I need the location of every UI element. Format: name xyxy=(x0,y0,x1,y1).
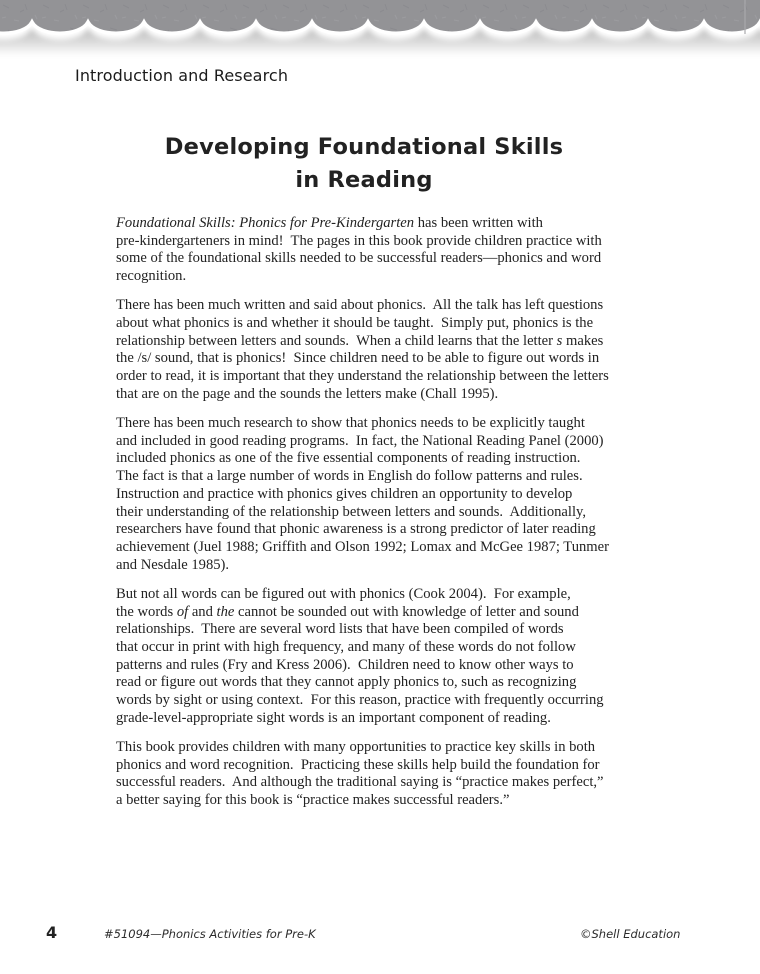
paragraph xyxy=(116,297,616,403)
text-line xyxy=(116,739,616,757)
text-line xyxy=(116,350,616,368)
italic-text: of xyxy=(176,603,189,620)
text-line xyxy=(116,433,616,451)
italic-text: Foundational Skills: Phonics for Pre-Kindergarten xyxy=(116,215,415,231)
text-line xyxy=(116,333,616,351)
text-line xyxy=(116,757,616,775)
page-title xyxy=(0,131,728,197)
text-run: But not all words can be figured out with phonics (Cook 2004). For example, xyxy=(116,585,571,602)
text-run: some of the foundational skills needed to be successful readers—phonics and word xyxy=(116,250,602,267)
text-line xyxy=(116,774,616,792)
italic-text: the xyxy=(216,603,235,620)
body-text xyxy=(116,215,616,821)
text-run: words by sight or using context. For this reason, practice with frequently occurring xyxy=(116,692,604,709)
text-line xyxy=(116,415,616,433)
text-run: relationship between letters and sounds. When a child learns that the letter xyxy=(116,332,557,349)
text-run: the words xyxy=(116,603,177,620)
text-run: relationships. There are several word lists that have been compiled of words xyxy=(116,621,564,638)
text-line xyxy=(116,692,616,710)
text-run: successful readers. And although the traditional saying is “practice makes perfect,” xyxy=(116,774,604,791)
text-line xyxy=(116,604,616,622)
paragraph xyxy=(116,215,616,286)
text-line xyxy=(116,297,616,315)
banner-seam xyxy=(744,0,746,34)
text-line xyxy=(116,539,616,557)
section-label: Introduction and Research xyxy=(75,66,289,85)
text-run: grade-level-appropriate sight words is an important component of reading. xyxy=(116,709,551,726)
paragraph xyxy=(116,586,616,728)
text-line xyxy=(116,621,616,639)
text-line xyxy=(116,215,616,233)
decorative-scalloped-banner xyxy=(0,0,760,60)
text-run: recognition. xyxy=(116,268,187,285)
text-run: This book provides children with many opportunities to practice key skills in both xyxy=(116,738,596,755)
text-run: pre-kindergarteners in mind! The pages in this book provide children practice with xyxy=(116,232,602,249)
text-run: included phonics as one of the five essential components of reading instruction. xyxy=(116,450,581,467)
text-line xyxy=(116,504,616,522)
text-line xyxy=(116,468,616,486)
text-run: There has been much written and said about phonics. All the talk has left questions xyxy=(116,297,604,314)
text-line xyxy=(116,657,616,675)
text-run: and xyxy=(188,603,217,620)
text-run: that occur in print with high frequency, and many of these words do not follow xyxy=(116,638,576,655)
page-number: 4 xyxy=(46,923,58,942)
book-id: #51094—Phonics Activities for Pre-K xyxy=(104,927,316,941)
text-run: cannot be sounded out with knowledge of letter and sound xyxy=(234,603,579,620)
title-line-2: in Reading xyxy=(295,167,433,193)
text-line xyxy=(116,710,616,728)
text-run: phonics and word recognition. Practicing these skills help build the foundation for xyxy=(116,756,600,773)
text-line xyxy=(116,586,616,604)
text-line xyxy=(116,792,616,810)
text-run: read or figure out words that they cannot apply phonics to, such as recognizing xyxy=(116,674,577,691)
italic-text: s xyxy=(556,332,563,349)
text-run: researchers have found that phonic awareness is a strong predictor of later reading xyxy=(116,521,596,538)
text-run: makes xyxy=(562,332,604,349)
scallop-border-icon xyxy=(0,0,760,60)
text-run: Instruction and practice with phonics gives children an opportunity to develop xyxy=(116,485,573,502)
text-run: about what phonics is and whether it should be taught. Simply put, phonics is the xyxy=(116,315,594,332)
text-run: order to read, it is important that they understand the relationship between the letters xyxy=(116,368,609,385)
text-line xyxy=(116,250,616,268)
text-line xyxy=(116,674,616,692)
text-line xyxy=(116,268,616,286)
text-line xyxy=(116,521,616,539)
text-line xyxy=(116,233,616,251)
text-run: that are on the page and the sounds the letters make (Chall 1995). xyxy=(116,385,499,402)
text-run: their understanding of the relationship between letters and sounds. Additionally, xyxy=(116,503,587,520)
text-run: has been written with xyxy=(414,215,543,231)
text-run: the /s/ sound, that is phonics! Since children need to be able to figure out words in xyxy=(116,350,600,367)
text-line xyxy=(116,450,616,468)
paragraph xyxy=(116,415,616,574)
text-run: patterns and rules (Fry and Kress 2006). Children need to know other ways to xyxy=(116,656,574,673)
text-run: achievement (Juel 1988; Griffith and Olson 1992; Lomax and McGee 1987; Tunmer xyxy=(116,538,609,555)
text-line xyxy=(116,557,616,575)
text-line xyxy=(116,315,616,333)
title-line-1: Developing Foundational Skills xyxy=(164,134,564,160)
text-run: a better saying for this book is “practice makes successful readers.” xyxy=(116,792,510,809)
paragraph xyxy=(116,739,616,810)
copyright: ©Shell Education xyxy=(580,927,681,941)
text-line xyxy=(116,486,616,504)
text-run: There has been much research to show that phonics needs to be explicitly taught xyxy=(116,415,585,432)
text-line xyxy=(116,386,616,404)
text-run: and included in good reading programs. In fact, the National Reading Panel (2000) xyxy=(116,432,604,449)
text-run: The fact is that a large number of words in English do follow patterns and rules. xyxy=(116,468,583,485)
text-run: and Nesdale 1985). xyxy=(116,556,230,573)
text-line xyxy=(116,639,616,657)
text-line xyxy=(116,368,616,386)
